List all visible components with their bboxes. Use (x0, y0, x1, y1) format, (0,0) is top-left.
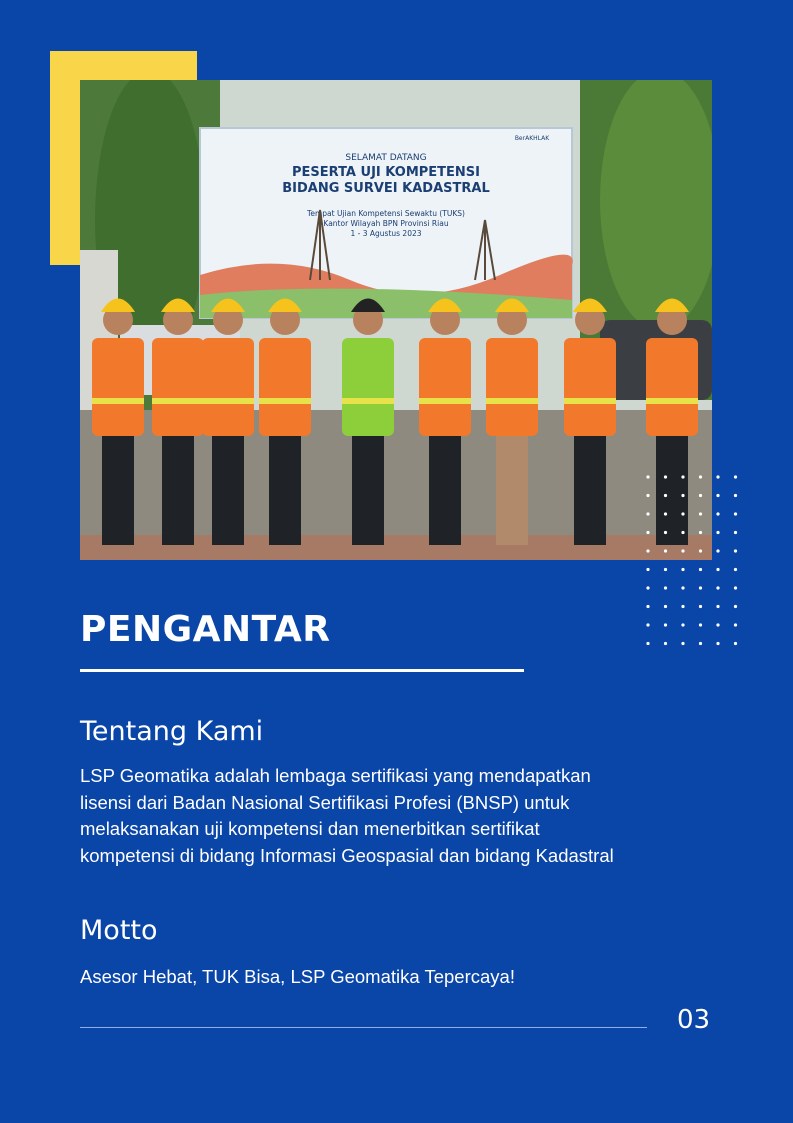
pattern-dot (734, 642, 737, 645)
pattern-dot (646, 623, 649, 626)
pattern-dot (681, 494, 684, 497)
pattern-dot (681, 642, 684, 645)
pattern-dot (716, 605, 719, 608)
pattern-dot (646, 531, 649, 534)
pattern-dot (664, 568, 667, 571)
pattern-dot (699, 642, 702, 645)
pattern-dot (716, 568, 719, 571)
pattern-dot (699, 568, 702, 571)
motto-text: Asesor Hebat, TUK Bisa, LSP Geomatika Tepercaya! (80, 966, 515, 987)
pattern-dot (646, 586, 649, 589)
pattern-dot (699, 586, 702, 589)
pattern-dot (699, 531, 702, 534)
title-underline (80, 669, 524, 672)
dot-pattern (643, 472, 743, 652)
banner-venue-1: Tempat Ujian Kompetensi Sewaktu (TUKS) (307, 209, 465, 218)
pattern-dot (646, 568, 649, 571)
pattern-dot (699, 549, 702, 552)
pattern-dot (734, 623, 737, 626)
pattern-dot (664, 512, 667, 515)
pattern-dot (646, 475, 649, 478)
pattern-dot (699, 623, 702, 626)
pattern-dot (664, 494, 667, 497)
group-photo (80, 80, 712, 560)
pattern-dot (646, 605, 649, 608)
pattern-dot (716, 531, 719, 534)
pattern-dot (681, 586, 684, 589)
pattern-dot (681, 568, 684, 571)
pattern-dot (646, 549, 649, 552)
pattern-dot (646, 512, 649, 515)
group-photo-illustration (80, 80, 712, 560)
motto-heading: Motto (80, 915, 158, 946)
pattern-dot (664, 475, 667, 478)
pattern-dot (664, 586, 667, 589)
about-text (80, 763, 680, 869)
pattern-dot (699, 512, 702, 515)
dot-pattern-graphic (643, 472, 743, 652)
page-title: PENGANTAR (80, 609, 331, 650)
pattern-dot (734, 605, 737, 608)
pattern-dot (699, 494, 702, 497)
banner-sponsor-badge: BerAKHLAK (514, 135, 550, 142)
pattern-dot (646, 494, 649, 497)
pattern-dot (681, 512, 684, 515)
pattern-dot (734, 586, 737, 589)
pattern-dot (734, 475, 737, 478)
pattern-dot (664, 531, 667, 534)
pattern-dot (734, 549, 737, 552)
banner-dates: 1 - 3 Agustus 2023 (350, 229, 422, 238)
pattern-dot (681, 475, 684, 478)
pattern-dot (681, 549, 684, 552)
pattern-dot (699, 605, 702, 608)
footer-rule (80, 1027, 647, 1028)
about-line-3: melaksanakan uji kompetensi dan menerbitkan sertifikat (80, 818, 540, 839)
about-line-4: kompetensi di bidang Informasi Geospasial dan bidang Kadastral (80, 844, 614, 866)
pattern-dot (716, 623, 719, 626)
pattern-dot (716, 475, 719, 478)
banner-greeting: SELAMAT DATANG (345, 153, 427, 163)
about-line-2: lisensi dari Badan Nasional Sertifikasi Profesi (BNSP) untuk (80, 791, 570, 813)
pattern-dot (681, 605, 684, 608)
about-heading: Tentang Kami (80, 716, 264, 747)
pattern-dot (734, 568, 737, 571)
pattern-dot (681, 531, 684, 534)
pattern-dot (716, 494, 719, 497)
pattern-dot (664, 605, 667, 608)
page-number: 03 (677, 1005, 711, 1035)
pattern-dot (734, 531, 737, 534)
pattern-dot (664, 623, 667, 626)
pattern-dot (716, 586, 719, 589)
pattern-dot (664, 549, 667, 552)
banner-venue-2: Kantor Wilayah BPN Provinsi Riau (323, 219, 449, 228)
pattern-dot (664, 642, 667, 645)
pattern-dot (716, 549, 719, 552)
pattern-dot (716, 642, 719, 645)
pattern-dot (734, 494, 737, 497)
banner-headline-2: BIDANG SURVEI KADASTRAL (282, 181, 490, 196)
pattern-dot (734, 512, 737, 515)
pattern-dot (716, 512, 719, 515)
pattern-dot (681, 623, 684, 626)
banner-headline-1: PESERTA UJI KOMPETENSI (292, 165, 480, 180)
pattern-dot (699, 475, 702, 478)
pattern-dot (646, 642, 649, 645)
about-line-1: LSP Geomatika adalah lembaga sertifikasi yang mendapatkan (80, 765, 591, 786)
